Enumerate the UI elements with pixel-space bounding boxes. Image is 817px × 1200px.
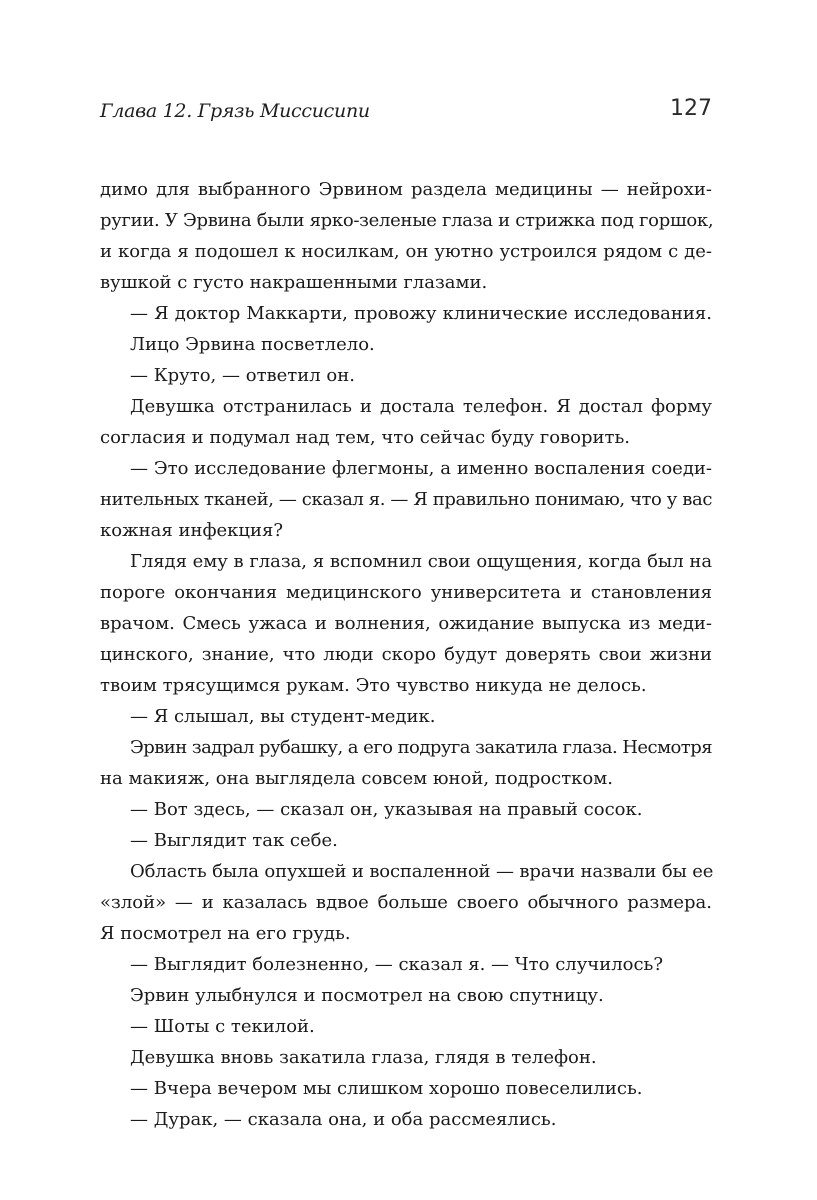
text-line: Эрвин задрал рубашку, а его подруга закатила глаза. Несмотря — [130, 737, 712, 758]
page-number: 127 — [670, 96, 712, 121]
body-text — [100, 174, 712, 1135]
text-line: цинского, знание, что люди скоро будут доверять свои жизни — [100, 644, 712, 665]
text-line: и когда я подошел к носилкам, он уютно устроился рядом с де- — [100, 241, 712, 262]
text-line: Глядя ему в глаза, я вспомнил свои ощущения, когда был на — [130, 551, 712, 572]
text-line: Область была опухшей и воспаленной — врачи назвали бы ее — [130, 861, 714, 882]
text-line: — Это исследование флегмоны, а именно воспаления соеди- — [130, 458, 712, 479]
text-line: — Я доктор Маккарти, провожу клинические исследования. — [130, 303, 712, 324]
text-line: — Вот здесь, — сказал он, указывая на правый сосок. — [130, 799, 643, 820]
text-line: нительных тканей, — сказал я. — Я правильно понимаю, что у вас — [100, 489, 713, 510]
text-line: Я посмотрел на его грудь. — [100, 923, 351, 944]
chapter-title: Глава 12. Грязь Миссисипи — [100, 100, 370, 122]
text-line: согласия и подумал над тем, что сейчас буду говорить. — [100, 427, 631, 448]
text-line: Эрвин улыбнулся и посмотрел на свою спутницу. — [130, 985, 604, 1006]
text-line: на макияж, она выглядела совсем юной, подростком. — [100, 768, 613, 789]
text-line: «злой» — и казалась вдвое больше своего обычного размера. — [100, 892, 712, 913]
text-line: кожная инфекция? — [100, 520, 284, 541]
text-line: вушкой с густо накрашенными глазами. — [100, 272, 488, 293]
text-line: врачом. Смесь ужаса и волнения, ожидание выпуска из меди- — [100, 613, 712, 634]
text-line: твоим трясущимся рукам. Это чувство никуда не делось. — [100, 675, 647, 696]
text-line: ругии. У Эрвина были ярко-зеленые глаза и стрижка под горшок, — [100, 210, 714, 231]
text-line: Девушка отстранилась и достала телефон. Я достал форму — [130, 396, 712, 417]
text-line: Девушка вновь закатила глаза, глядя в телефон. — [130, 1047, 597, 1068]
text-line: — Я слышал, вы студент-медик. — [130, 706, 436, 727]
text-line: — Выглядит так себе. — [130, 830, 338, 851]
running-header — [100, 96, 712, 130]
text-line: — Шоты с текилой. — [130, 1016, 315, 1037]
text-line: димо для выбранного Эрвином раздела медицины — нейрохи- — [100, 179, 712, 200]
text-line: пороге окончания медицинского университета и становления — [100, 582, 712, 603]
text-line: Лицо Эрвина посветлело. — [130, 334, 375, 355]
text-line: — Выглядит болезненно, — сказал я. — Что случилось? — [130, 954, 664, 975]
text-line: — Вчера вечером мы слишком хорошо повеселились. — [130, 1078, 643, 1099]
text-line: — Круто, — ответил он. — [130, 365, 355, 386]
text-line: — Дурак, — сказала она, и оба рассмеялись. — [130, 1109, 557, 1130]
